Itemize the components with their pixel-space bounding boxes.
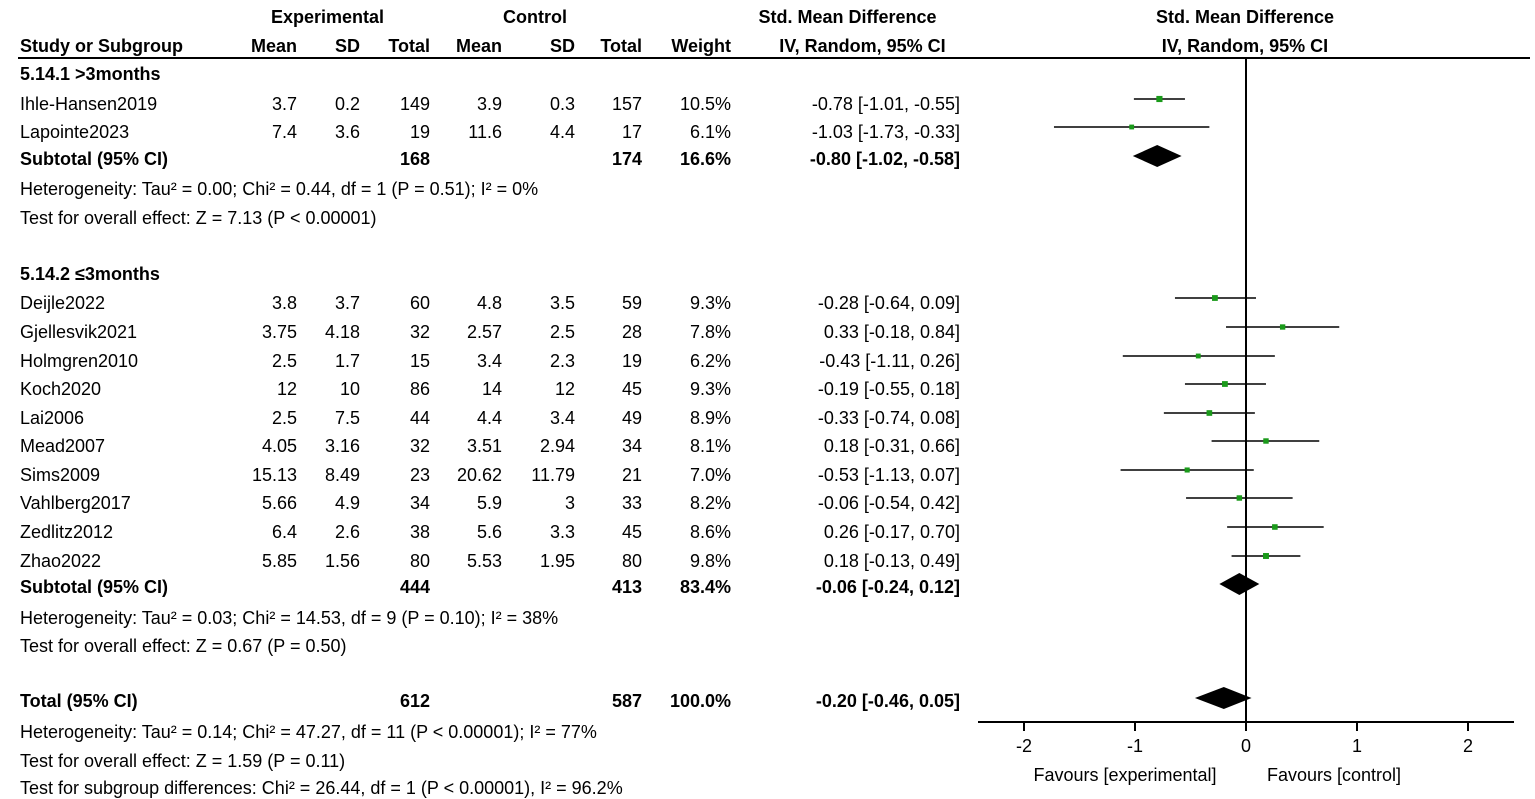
sd-e: 1.7 [334, 351, 360, 371]
weight: 8.6% [689, 522, 731, 542]
study-name: Lapointe2023 [20, 122, 130, 142]
mean-e: 3.75 [261, 322, 297, 342]
total-c-header: Total [600, 36, 642, 56]
method-plot-header: IV, Random, 95% CI [1161, 36, 1329, 56]
mean-c: 3.4 [476, 351, 502, 371]
sd-e: 8.49 [324, 465, 360, 485]
heterogeneity-text: Heterogeneity: Tau² = 0.03; Chi² = 14.53, df = 9 (P = 0.10); I² = 38% [20, 608, 559, 628]
subtotal-weight: 83.4% [679, 577, 731, 597]
weight: 6.2% [689, 351, 731, 371]
x-tick-label: -2 [1015, 736, 1033, 756]
weight: 7.8% [689, 322, 731, 342]
subtotal-ci: -0.80 [-1.02, -0.58] [809, 149, 960, 169]
total-heterogeneity-text: Heterogeneity: Tau² = 0.14; Chi² = 47.27, df = 11 (P < 0.00001); I² = 77% [20, 722, 597, 742]
total-e: 32 [409, 436, 430, 456]
total-c: 157 [611, 94, 642, 114]
point-estimate [1280, 324, 1285, 329]
control-header: Control [503, 7, 567, 27]
total-e: 44 [409, 408, 430, 428]
effect-ci: -1.03 [-1.73, -0.33] [811, 122, 960, 142]
sd-e: 4.9 [334, 493, 360, 513]
effect-ci: 0.18 [-0.13, 0.49] [823, 551, 960, 571]
total-e: 15 [409, 351, 430, 371]
sd-e: 0.2 [334, 94, 360, 114]
total-c: 33 [621, 493, 642, 513]
mean-c-header: Mean [455, 36, 502, 56]
mean-c: 5.6 [476, 522, 502, 542]
sd-c: 3.5 [549, 293, 575, 313]
study-name: Gjellesvik2021 [20, 322, 138, 342]
effect-ci: 0.33 [-0.18, 0.84] [823, 322, 960, 342]
sd-e: 3.7 [334, 293, 360, 313]
sd-c: 3.4 [549, 408, 575, 428]
sd-e: 10 [339, 379, 360, 399]
mean-e: 15.13 [251, 465, 297, 485]
subtotal-weight: 16.6% [679, 149, 731, 169]
sd-e: 3.16 [324, 436, 360, 456]
study-name: Koch2020 [20, 379, 102, 399]
point-estimate [1272, 524, 1278, 530]
weight: 9.3% [689, 293, 731, 313]
sd-e: 4.18 [324, 322, 360, 342]
study-name: Lai2006 [20, 408, 85, 428]
total-c: 59 [621, 293, 642, 313]
mean-c: 3.51 [466, 436, 502, 456]
point-estimate [1196, 354, 1201, 359]
total-c: 19 [621, 351, 642, 371]
pooled-diamond [1219, 573, 1259, 595]
mean-e: 4.05 [261, 436, 297, 456]
weight: 6.1% [689, 122, 731, 142]
sd-c: 4.4 [549, 122, 575, 142]
mean-c: 11.6 [468, 122, 502, 142]
mean-c: 5.9 [476, 493, 502, 513]
experimental-header: Experimental [270, 7, 385, 27]
total-e: 23 [409, 465, 430, 485]
sd-c: 0.3 [549, 94, 575, 114]
subtotal-ci: -0.06 [-0.24, 0.12] [815, 577, 960, 597]
effect-ci: -0.53 [-1.13, 0.07] [817, 465, 960, 485]
total-c: 45 [621, 522, 642, 542]
sd-e: 7.5 [334, 408, 360, 428]
mean-e: 5.85 [261, 551, 297, 571]
effect-ci: -0.28 [-0.64, 0.09] [817, 293, 960, 313]
subtotal-total-e: 168 [399, 149, 430, 169]
weight-header: Weight [671, 36, 731, 56]
overall-effect-text: Test for overall effect: Z = 0.67 (P = 0.50) [20, 636, 347, 656]
sd-e: 1.56 [324, 551, 360, 571]
total-e: 86 [409, 379, 430, 399]
mean-c: 3.9 [476, 94, 502, 114]
point-estimate [1212, 295, 1218, 301]
study-name: Deijle2022 [20, 293, 106, 313]
subtotal-label: Subtotal (95% CI) [20, 577, 169, 597]
total-e: 32 [409, 322, 430, 342]
total-total-e: 612 [399, 691, 430, 711]
effect-ci: -0.33 [-0.74, 0.08] [817, 408, 960, 428]
total-c: 17 [621, 122, 642, 142]
sd-e-header: SD [334, 36, 360, 56]
total-e: 149 [399, 94, 430, 114]
study-name: Zedlitz2012 [20, 522, 114, 542]
total-weight: 100.0% [669, 691, 731, 711]
heterogeneity-text: Heterogeneity: Tau² = 0.00; Chi² = 0.44, df = 1 (P = 0.51); I² = 0% [20, 179, 539, 199]
study-name: Holmgren2010 [20, 351, 139, 371]
study-name: Ihle-Hansen2019 [20, 94, 158, 114]
overall-effect-text: Test for overall effect: Z = 7.13 (P < 0.00001) [20, 208, 377, 228]
sd-c-header: SD [549, 36, 575, 56]
subgroup-differences-text: Test for subgroup differences: Chi² = 26.44, df = 1 (P < 0.00001), I² = 96.2% [20, 778, 623, 798]
study-name: Zhao2022 [20, 551, 102, 571]
mean-e: 7.4 [271, 122, 297, 142]
total-ci: -0.20 [-0.46, 0.05] [815, 691, 960, 711]
weight: 9.3% [689, 379, 731, 399]
total-e: 19 [409, 122, 430, 142]
sd-e: 3.6 [334, 122, 360, 142]
point-estimate [1156, 96, 1162, 102]
weight: 8.9% [689, 408, 731, 428]
subtotal-total-c: 413 [611, 577, 642, 597]
mean-c: 5.53 [466, 551, 502, 571]
sd-c: 3.3 [549, 522, 575, 542]
total-c: 34 [621, 436, 642, 456]
effect-ci: 0.18 [-0.31, 0.66] [823, 436, 960, 456]
sd-c: 1.95 [539, 551, 575, 571]
sd-c: 2.94 [539, 436, 575, 456]
study-name: Sims2009 [20, 465, 101, 485]
subgroup-title: 5.14.1 >3months [20, 64, 161, 84]
mean-e: 2.5 [271, 408, 297, 428]
mean-e: 12 [276, 379, 297, 399]
total-e: 38 [409, 522, 430, 542]
point-estimate [1263, 438, 1268, 443]
mean-c: 2.57 [466, 322, 502, 342]
pooled-diamond [1195, 687, 1252, 709]
pooled-diamond [1133, 145, 1182, 167]
sd-e: 2.6 [334, 522, 360, 542]
study-column-header: Study or Subgroup [20, 36, 183, 56]
mean-e-header: Mean [250, 36, 297, 56]
favours-control-label: Favours [control] [1266, 765, 1402, 785]
smd-plot-header: Std. Mean Difference [1155, 7, 1335, 27]
subgroup-title: 5.14.2 ≤3months [20, 264, 160, 284]
x-tick-label: 0 [1240, 736, 1252, 756]
study-name: Mead2007 [20, 436, 106, 456]
weight: 7.0% [689, 465, 731, 485]
mean-c: 4.8 [476, 293, 502, 313]
subtotal-total-c: 174 [611, 149, 642, 169]
x-tick-label: -1 [1126, 736, 1144, 756]
smd-header: Std. Mean Difference [758, 7, 937, 27]
sd-c: 2.5 [549, 322, 575, 342]
subtotal-total-e: 444 [399, 577, 430, 597]
sd-c: 11.79 [531, 465, 575, 485]
point-estimate [1129, 125, 1134, 130]
mean-c: 4.4 [476, 408, 502, 428]
total-label: Total (95% CI) [20, 691, 138, 711]
total-e-header: Total [388, 36, 430, 56]
mean-e: 2.5 [271, 351, 297, 371]
point-estimate [1185, 467, 1190, 472]
subtotal-label: Subtotal (95% CI) [20, 149, 169, 169]
total-c: 21 [621, 465, 642, 485]
point-estimate [1237, 495, 1242, 500]
sd-c: 3 [564, 493, 575, 513]
total-c: 80 [621, 551, 642, 571]
mean-e: 3.8 [271, 293, 297, 313]
x-tick-label: 1 [1351, 736, 1363, 756]
effect-ci: -0.19 [-0.55, 0.18] [817, 379, 960, 399]
total-c: 45 [621, 379, 642, 399]
effect-ci: 0.26 [-0.17, 0.70] [823, 522, 960, 542]
effect-ci: -0.43 [-1.11, 0.26] [819, 351, 960, 371]
weight: 8.1% [689, 436, 731, 456]
x-tick-label: 2 [1462, 736, 1474, 756]
effect-ci: -0.06 [-0.54, 0.42] [817, 493, 960, 513]
favours-experimental-label: Favours [experimental] [1033, 765, 1217, 785]
sd-c: 2.3 [549, 351, 575, 371]
weight: 9.8% [689, 551, 731, 571]
point-estimate [1222, 381, 1228, 387]
total-total-c: 587 [611, 691, 642, 711]
mean-e: 5.66 [261, 493, 297, 513]
total-c: 49 [621, 408, 642, 428]
total-e: 60 [409, 293, 430, 313]
total-e: 80 [409, 551, 430, 571]
weight: 10.5% [679, 94, 731, 114]
point-estimate [1263, 553, 1269, 559]
effect-ci: -0.78 [-1.01, -0.55] [811, 94, 960, 114]
study-name: Vahlberg2017 [20, 493, 131, 513]
mean-e: 6.4 [271, 522, 297, 542]
mean-e: 3.7 [271, 94, 297, 114]
sd-c: 12 [554, 379, 575, 399]
method-header: IV, Random, 95% CI [779, 36, 946, 56]
mean-c: 20.62 [456, 465, 502, 485]
total-overall-effect-text: Test for overall effect: Z = 1.59 (P = 0.11) [20, 751, 346, 771]
weight: 8.2% [689, 493, 731, 513]
mean-c: 14 [481, 379, 502, 399]
total-e: 34 [409, 493, 430, 513]
total-c: 28 [621, 322, 642, 342]
point-estimate [1207, 410, 1213, 416]
